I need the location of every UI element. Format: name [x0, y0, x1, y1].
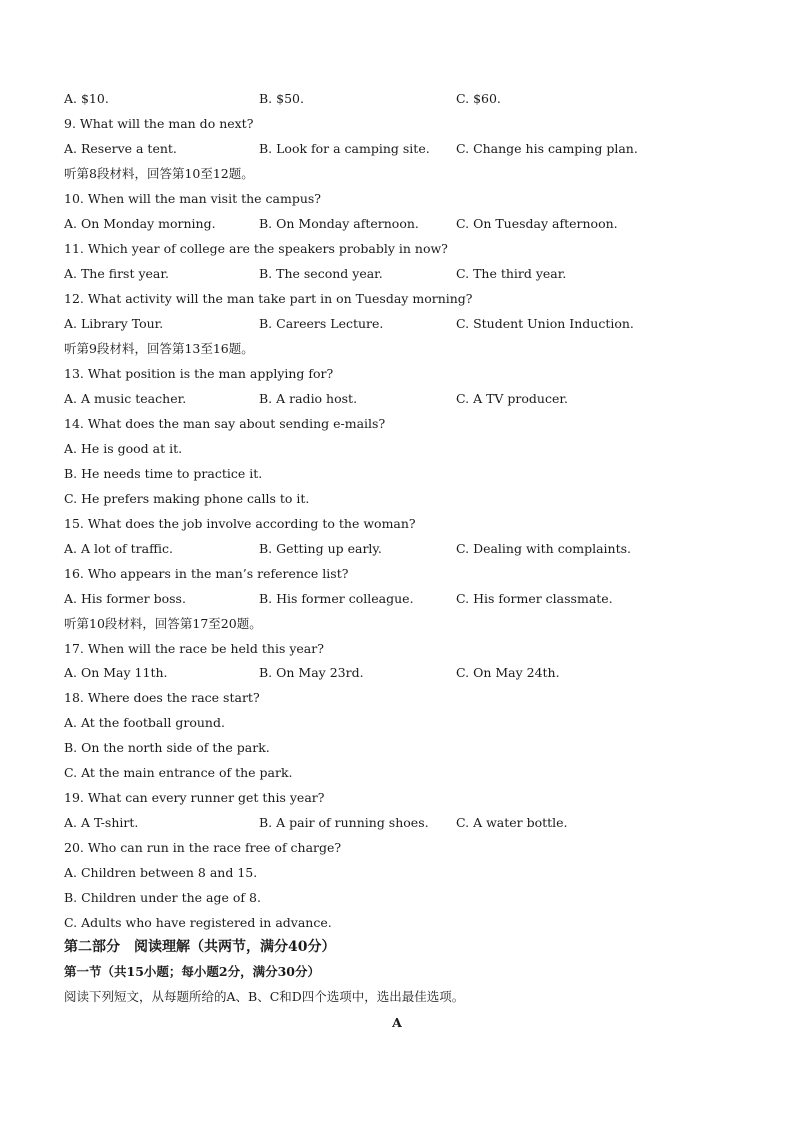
text-line: A. He is good at it. — [64, 441, 183, 456]
text-line: 11. Which year of college are the speakers probably in now? — [64, 241, 448, 256]
option-b: B. A radio host. — [259, 391, 358, 406]
text-line: 听第8段材料，回答第10至12题。 — [64, 166, 254, 181]
text-line: 13. What position is the man applying for? — [64, 366, 334, 381]
text-line: 20. Who can run in the race free of charge? — [64, 840, 342, 855]
option-b: B. Getting up early. — [259, 541, 382, 556]
option-b: B. Careers Lecture. — [259, 316, 384, 331]
text-line: C. At the main entrance of the park. — [64, 765, 293, 780]
option-a: A. The first year. — [64, 266, 169, 281]
option-c: C. $60. — [456, 91, 501, 106]
option-c: C. Dealing with complaints. — [456, 541, 631, 556]
text-line: 阅读下列短文，从每题所给的A、B、C和D四个选项中，选出最佳选项。 — [64, 989, 465, 1004]
passage-label: A — [392, 1015, 402, 1030]
text-line: 19. What can every runner get this year? — [64, 790, 325, 805]
option-a: A. His former boss. — [64, 591, 186, 606]
option-c: C. A TV producer. — [456, 391, 568, 406]
option-a: A. A lot of traffic. — [64, 541, 173, 556]
option-a: A. Library Tour. — [64, 316, 164, 331]
text-line: A. Children between 8 and 15. — [64, 865, 258, 880]
text-line: 听第10段材料，回答第17至20题。 — [64, 616, 262, 631]
text-line: C. Adults who have registered in advance. — [64, 915, 332, 930]
text-line: B. Children under the age of 8. — [64, 890, 261, 905]
option-a: A. $10. — [64, 91, 109, 106]
text-line: 15. What does the job involve according to the woman? — [64, 516, 416, 531]
text-line: 17. When will the race be held this year? — [64, 641, 324, 656]
text-line: 12. What activity will the man take part in on Tuesday morning? — [64, 291, 473, 306]
option-a: A. Reserve a tent. — [64, 141, 177, 156]
text-line: 10. When will the man visit the campus? — [64, 191, 322, 206]
option-b: B. His former colleague. — [259, 591, 414, 606]
option-a: A. A music teacher. — [64, 391, 187, 406]
option-b: B. A pair of running shoes. — [259, 815, 429, 830]
text-line: C. He prefers making phone calls to it. — [64, 491, 310, 506]
option-a: A. A T-shirt. — [64, 815, 139, 830]
option-c: C. A water bottle. — [456, 815, 568, 830]
option-c: C. Student Union Induction. — [456, 316, 634, 331]
text-line: 14. What does the man say about sending e-mails? — [64, 416, 386, 431]
option-b: B. On May 23rd. — [259, 665, 364, 680]
text-line: B. On the north side of the park. — [64, 740, 270, 755]
text-line: A. At the football ground. — [64, 715, 225, 730]
option-c: C. On Tuesday afternoon. — [456, 216, 618, 231]
text-line: 18. Where does the race start? — [64, 690, 260, 705]
option-c: C. His former classmate. — [456, 591, 613, 606]
option-b: B. $50. — [259, 91, 304, 106]
subsection-heading: 第一节（共15小题；每小题2分，满分30分） — [64, 964, 320, 979]
option-c: C. On May 24th. — [456, 665, 560, 680]
option-a: A. On Monday morning. — [64, 216, 216, 231]
text-line: B. He needs time to practice it. — [64, 466, 263, 481]
option-c: C. The third year. — [456, 266, 567, 281]
option-b: B. Look for a camping site. — [259, 141, 430, 156]
text-line: 9. What will the man do next? — [64, 116, 254, 131]
option-a: A. On May 11th. — [64, 665, 168, 680]
option-b: B. On Monday afternoon. — [259, 216, 419, 231]
option-b: B. The second year. — [259, 266, 383, 281]
section-heading: 第二部分 阅读理解（共两节，满分40分） — [64, 939, 336, 955]
text-line: 16. Who appears in the man’s reference list? — [64, 566, 349, 581]
option-c: C. Change his camping plan. — [456, 141, 638, 156]
text-line: 听第9段材料，回答第13至16题。 — [64, 341, 254, 356]
